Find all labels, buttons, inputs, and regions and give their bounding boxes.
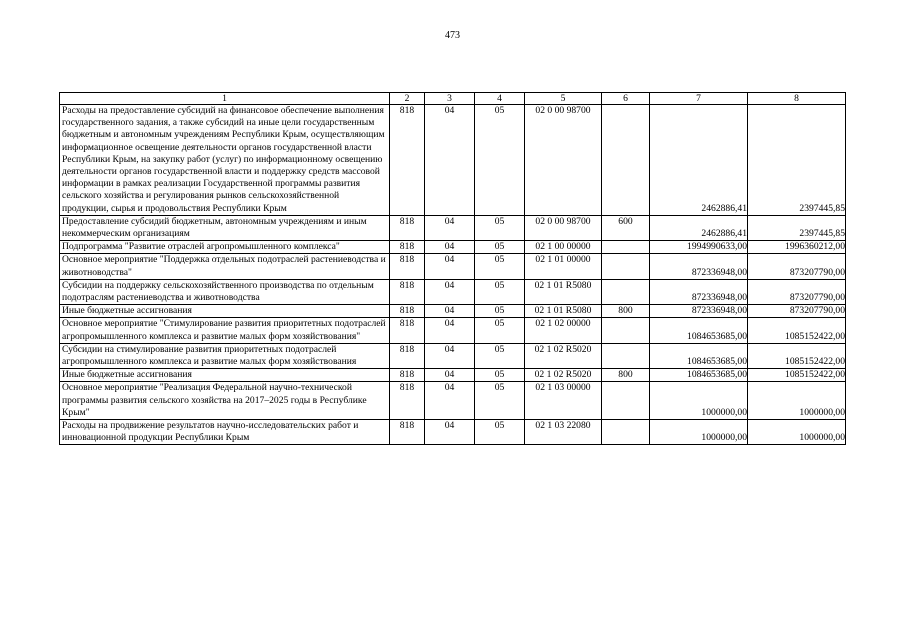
table-row xyxy=(60,215,846,240)
amount-year-2: 1085152422,00 xyxy=(748,318,846,343)
subsection-code: 05 xyxy=(475,369,525,382)
amount-year-1: 1084653685,00 xyxy=(650,369,748,382)
amount-year-2: 1085152422,00 xyxy=(748,369,846,382)
ministry-code: 818 xyxy=(390,343,425,368)
section-code: 04 xyxy=(425,343,475,368)
amount-year-2: 873207790,00 xyxy=(748,254,846,279)
subsection-code: 05 xyxy=(475,420,525,445)
amount-year-1: 1000000,00 xyxy=(650,420,748,445)
section-code: 04 xyxy=(425,382,475,420)
table-row xyxy=(60,343,846,368)
target-article-code: 02 1 03 22080 xyxy=(525,420,602,445)
section-code: 04 xyxy=(425,279,475,304)
column-number-row xyxy=(60,93,846,105)
target-article-code: 02 0 00 98700 xyxy=(525,105,602,216)
column-header: 1 xyxy=(60,93,390,105)
expense-type-code: 600 xyxy=(602,215,650,240)
column-header: 3 xyxy=(425,93,475,105)
amount-year-1: 872336948,00 xyxy=(650,305,748,318)
section-code: 04 xyxy=(425,369,475,382)
row-description: Иные бюджетные ассигнования xyxy=(60,369,390,382)
ministry-code: 818 xyxy=(390,254,425,279)
section-code: 04 xyxy=(425,305,475,318)
row-description: Основное мероприятие "Поддержка отдельных подотраслей растениеводства и животноводства" xyxy=(60,254,390,279)
amount-year-1: 872336948,00 xyxy=(650,254,748,279)
page-number: 473 xyxy=(445,30,460,41)
amount-year-2: 873207790,00 xyxy=(748,279,846,304)
column-header: 7 xyxy=(650,93,748,105)
row-description: Иные бюджетные ассигнования xyxy=(60,305,390,318)
expense-type-code: 800 xyxy=(602,369,650,382)
row-description: Субсидии на поддержку сельскохозяйственного производства по отдельным подотраслям растениеводства и животноводства xyxy=(60,279,390,304)
table-row xyxy=(60,382,846,420)
ministry-code: 818 xyxy=(390,241,425,254)
subsection-code: 05 xyxy=(475,279,525,304)
target-article-code: 02 1 01 R5080 xyxy=(525,279,602,304)
amount-year-2: 1996360212,00 xyxy=(748,241,846,254)
expense-type-code xyxy=(602,105,650,216)
expense-type-code xyxy=(602,343,650,368)
row-description: Субсидии на стимулирование развития приоритетных подотраслей агропромышленного комплекса и развитие малых форм хозяйствования xyxy=(60,343,390,368)
target-article-code: 02 1 02 R5020 xyxy=(525,369,602,382)
budget-table xyxy=(59,92,846,445)
amount-year-1: 1084653685,00 xyxy=(650,318,748,343)
subsection-code: 05 xyxy=(475,343,525,368)
subsection-code: 05 xyxy=(475,105,525,216)
ministry-code: 818 xyxy=(390,382,425,420)
subsection-code: 05 xyxy=(475,305,525,318)
amount-year-1: 1000000,00 xyxy=(650,382,748,420)
section-code: 04 xyxy=(425,254,475,279)
row-description: Расходы на предоставление субсидий на финансовое обеспечение выполнения государственного задания, а также субсидий на иные цели государственным бюджетным и автономным учреждениям Республики Крым, осуществляющим информационное освещение деятельности органов государственной власти Республики Крым, на закупку работ (услуг) по информационному освещению деятельности органов государственной власти и поддержку средств массовой информации в рамках реализации Государственной программы развития сельского хозяйства и регулирования рынков сельскохозяйственной продукции, сырья и продовольствия Республики Крым xyxy=(60,105,390,216)
amount-year-1: 1994990633,00 xyxy=(650,241,748,254)
target-article-code: 02 1 03 00000 xyxy=(525,382,602,420)
subsection-code: 05 xyxy=(475,215,525,240)
amount-year-2: 2397445,85 xyxy=(748,105,846,216)
column-header: 8 xyxy=(748,93,846,105)
ministry-code: 818 xyxy=(390,420,425,445)
target-article-code: 02 1 01 00000 xyxy=(525,254,602,279)
amount-year-1: 2462886,41 xyxy=(650,215,748,240)
amount-year-2: 2397445,85 xyxy=(748,215,846,240)
table-row xyxy=(60,241,846,254)
amount-year-2: 1000000,00 xyxy=(748,420,846,445)
row-description: Расходы на продвижение результатов научно-исследовательских работ и инновационной продукции Республики Крым xyxy=(60,420,390,445)
column-header: 5 xyxy=(525,93,602,105)
amount-year-2: 1000000,00 xyxy=(748,382,846,420)
section-code: 04 xyxy=(425,420,475,445)
ministry-code: 818 xyxy=(390,215,425,240)
row-description: Предоставление субсидий бюджетным, автономным учреждениям и иным некоммерческим организациям xyxy=(60,215,390,240)
row-description: Подпрограмма "Развитие отраслей агропромышленного комплекса" xyxy=(60,241,390,254)
section-code: 04 xyxy=(425,105,475,216)
target-article-code: 02 0 00 98700 xyxy=(525,215,602,240)
target-article-code: 02 1 02 00000 xyxy=(525,318,602,343)
ministry-code: 818 xyxy=(390,105,425,216)
ministry-code: 818 xyxy=(390,279,425,304)
ministry-code: 818 xyxy=(390,305,425,318)
expense-type-code: 800 xyxy=(602,305,650,318)
subsection-code: 05 xyxy=(475,254,525,279)
section-code: 04 xyxy=(425,318,475,343)
column-header: 4 xyxy=(475,93,525,105)
table-row xyxy=(60,318,846,343)
amount-year-1: 1084653685,00 xyxy=(650,343,748,368)
amount-year-1: 2462886,41 xyxy=(650,105,748,216)
target-article-code: 02 1 00 00000 xyxy=(525,241,602,254)
table-row xyxy=(60,254,846,279)
expense-type-code xyxy=(602,382,650,420)
table-row xyxy=(60,305,846,318)
expense-type-code xyxy=(602,279,650,304)
subsection-code: 05 xyxy=(475,382,525,420)
expense-type-code xyxy=(602,241,650,254)
table-row xyxy=(60,105,846,216)
table-row xyxy=(60,279,846,304)
ministry-code: 818 xyxy=(390,318,425,343)
expense-type-code xyxy=(602,318,650,343)
amount-year-2: 1085152422,00 xyxy=(748,343,846,368)
target-article-code: 02 1 02 R5020 xyxy=(525,343,602,368)
column-header: 6 xyxy=(602,93,650,105)
target-article-code: 02 1 01 R5080 xyxy=(525,305,602,318)
row-description: Основное мероприятие "Реализация Федеральной научно-технической программы развития сельского хозяйства на 2017–2025 годы в Республике Крым" xyxy=(60,382,390,420)
amount-year-1: 872336948,00 xyxy=(650,279,748,304)
subsection-code: 05 xyxy=(475,318,525,343)
subsection-code: 05 xyxy=(475,241,525,254)
ministry-code: 818 xyxy=(390,369,425,382)
table-row xyxy=(60,369,846,382)
expense-type-code xyxy=(602,420,650,445)
row-description: Основное мероприятие "Стимулирование развития приоритетных подотраслей агропромышленного комплекса и развитие малых форм хозяйствования" xyxy=(60,318,390,343)
section-code: 04 xyxy=(425,215,475,240)
column-header: 2 xyxy=(390,93,425,105)
table-row xyxy=(60,420,846,445)
section-code: 04 xyxy=(425,241,475,254)
expense-type-code xyxy=(602,254,650,279)
amount-year-2: 873207790,00 xyxy=(748,305,846,318)
